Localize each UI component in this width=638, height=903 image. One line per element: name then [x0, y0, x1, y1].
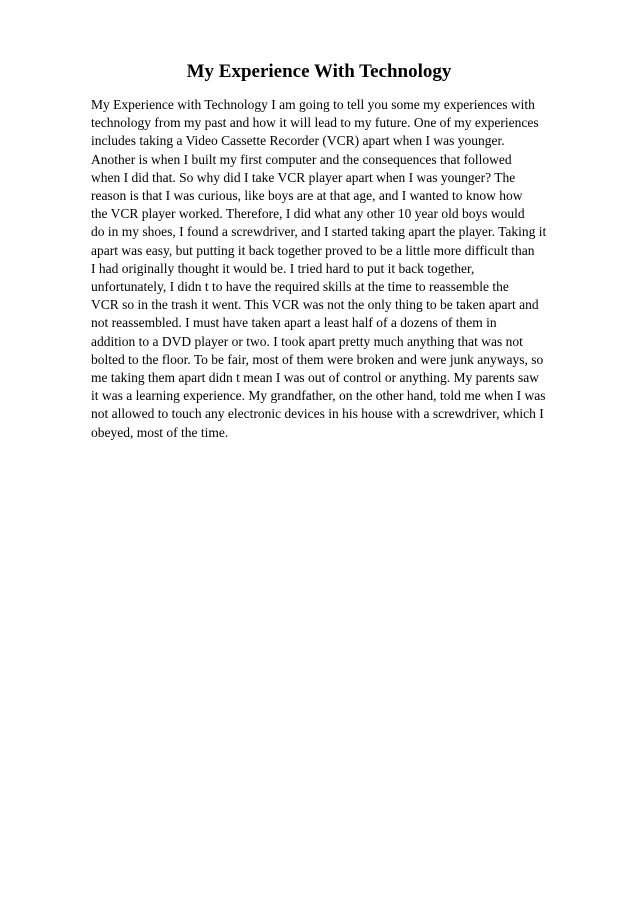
body-line: the VCR player worked. Therefore, I did what any other 10 year old boys would [91, 206, 525, 222]
body-line: Another is when I built my first computer and the consequences that followed [91, 151, 512, 167]
body-line: not allowed to touch any electronic devices in his house with a screwdriver, which I [91, 406, 544, 422]
body-line: do in my shoes, I found a screwdriver, and I started taking apart the player. Taking it [91, 224, 547, 240]
body-line: me taking them apart didn t mean I was out of control or anything. My parents saw [91, 370, 540, 386]
document-body [91, 96, 611, 442]
body-line: apart was easy, but putting it back together proved to be a little more difficult than [91, 242, 535, 258]
document-title: My Experience With Technology [186, 61, 452, 82]
body-line: obeyed, most of the time. [91, 424, 229, 440]
body-line: bolted to the floor. To be fair, most of them were broken and were junk anyways, so [91, 351, 544, 367]
body-line: My Experience with Technology I am going to tell you some my experiences with [91, 97, 535, 112]
body-line: includes taking a Video Cassette Recorder (VCR) apart when I was younger. [91, 133, 505, 149]
body-line: reason is that I was curious, like boys are at that age, and I wanted to know how [91, 188, 523, 204]
body-line: not reassembled. I must have taken apart a least half of a dozens of them in [91, 315, 497, 331]
body-line: unfortunately, I didn t to have the required skills at the time to reassemble the [91, 279, 509, 295]
body-line: I had originally thought it would be. I tried hard to put it back together, [91, 260, 475, 276]
body-line: VCR so in the trash it went. This VCR was not the only thing to be taken apart and [91, 297, 539, 313]
body-line: addition to a DVD player or two. I took apart pretty much anything that was not [91, 333, 523, 349]
body-line: when I did that. So why did I take VCR player apart when I was younger? The [91, 169, 516, 185]
body-line: it was a learning experience. My grandfather, on the other hand, told me when I was [91, 388, 546, 404]
body-line: technology from my past and how it will lead to my future. One of my experiences [91, 115, 539, 131]
